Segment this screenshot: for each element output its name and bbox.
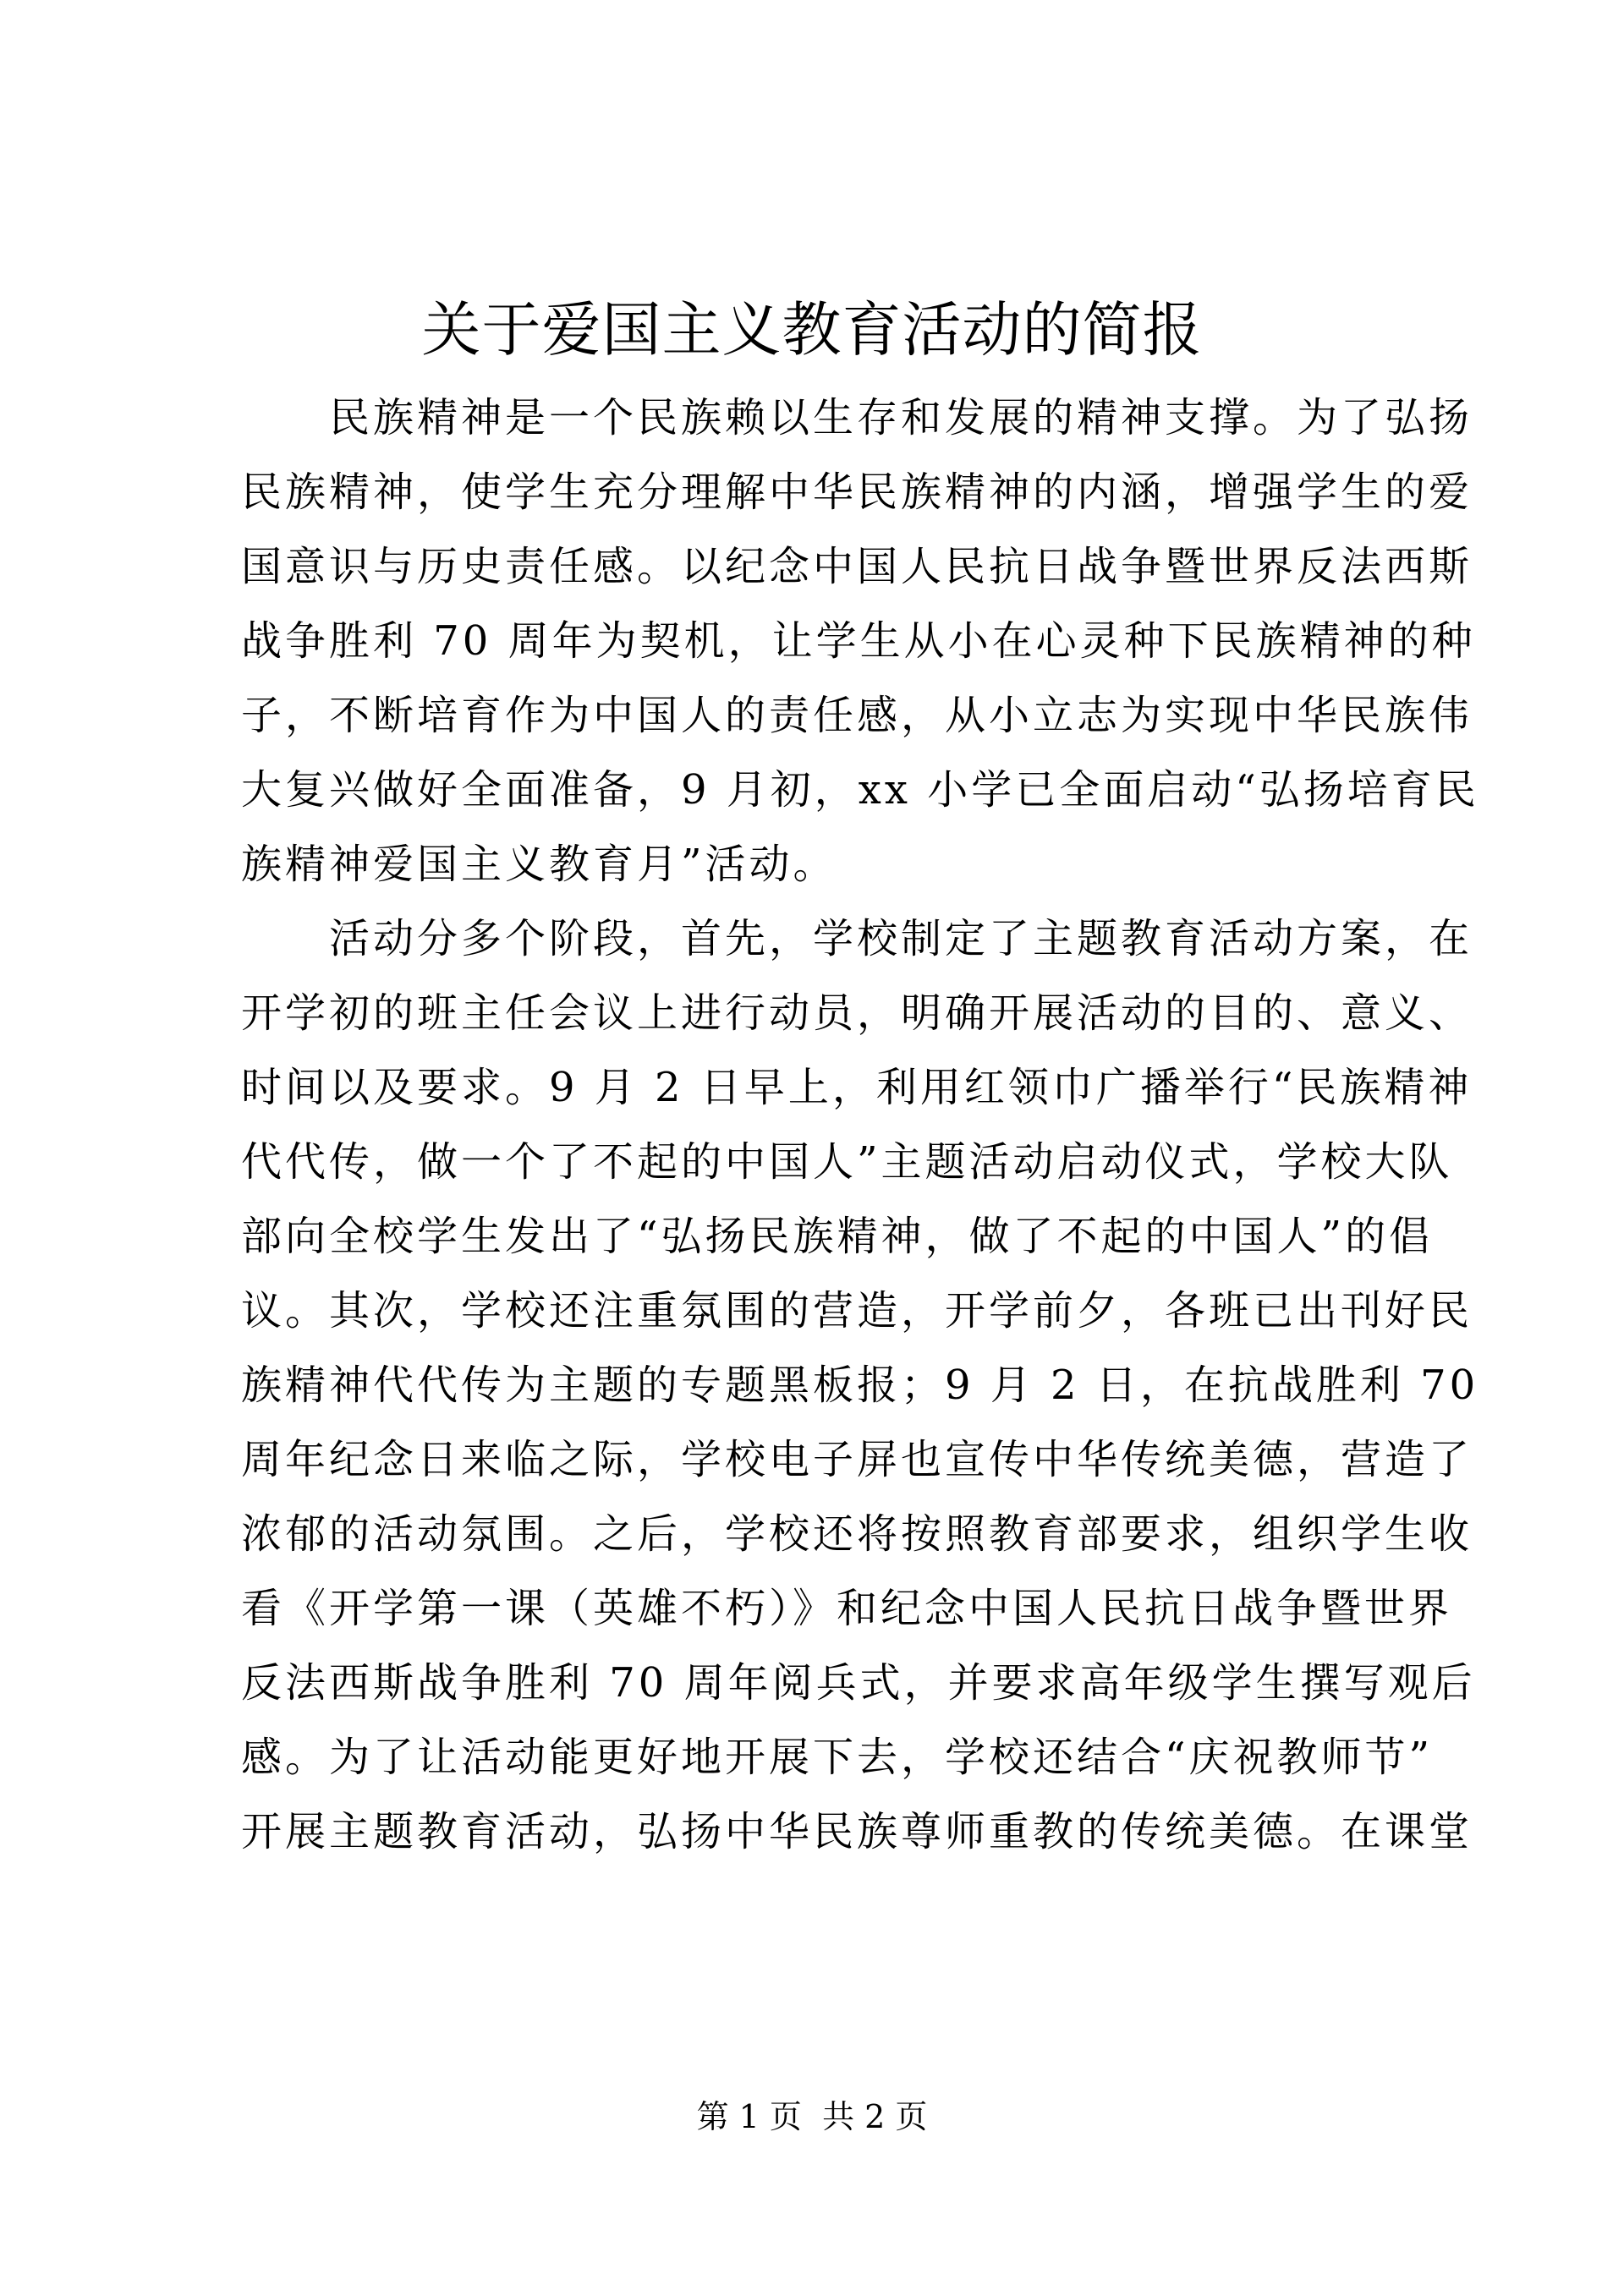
page-footer [0,2096,1624,2138]
text-line: 开展主题教育活动，弘扬中华民族尊师重教的传统美德。在课堂 [241,1808,1473,1855]
text-line: 看《开学第一课（英雄不朽）》和纪念中国人民抗日战争暨世界 [241,1585,1453,1632]
text-line: 大复兴做好全面准备，9 月初，xx 小学已全面启动“弘扬培育民 [241,766,1479,814]
text-line: 时间以及要求。9 月 2 日早上，利用红领巾广播举行“民族精神 [241,1064,1473,1111]
text-line: 民族精神是一个民族赖以生存和发展的精神支撑。为了弘扬 [241,394,1473,441]
text-line: 民族精神，使学生充分理解中华民族精神的内涵，增强学生的爱 [241,469,1473,516]
text-line: 周年纪念日来临之际，学校电子屏也宣传中华传统美德，营造了 [241,1436,1473,1483]
text-line: 部向全校学生发出了“弘扬民族精神，做了不起的中国人”的倡 [241,1213,1434,1260]
paragraph-1 [241,381,1479,901]
text-line: 反法西斯战争胜利 70 周年阅兵式，并要求高年级学生撰写观后 [241,1659,1476,1707]
text-line: 感。为了让活动能更好地开展下去，学校还结合“庆祝教师节” [241,1734,1434,1781]
text-line: 国意识与历史责任感。以纪念中国人民抗日战争暨世界反法西斯 [241,543,1473,590]
text-line: 子，不断培育作为中国人的责任感，从小立志为实现中华民族伟 [241,692,1473,739]
text-line: 浓郁的活动氛围。之后，学校还将按照教育部要求，组织学生收 [241,1510,1473,1558]
text-line: 战争胜利 70 周年为契机，让学生从小在心灵种下民族精神的种 [241,617,1476,665]
text-line: 开学初的班主任会议上进行动员，明确开展活动的目的、意义、 [241,989,1473,1037]
text-line: 议。其次，学校还注重氛围的营造，开学前夕，各班已出刊好民 [241,1287,1473,1334]
paragraph-2 [241,901,1479,1869]
text-line: 代代传，做一个了不起的中国人”主题活动启动仪式，学校大队 [241,1138,1453,1186]
page-number-label: 第 1 页 共 2 页 [696,2098,928,2135]
text-line: 活动分多个阶段，首先，学校制定了主题教育活动方案，在 [241,915,1473,962]
text-line: 族精神爱国主义教育月”活动。 [241,841,837,888]
document-title: 关于爱国主义教育活动的简报 [421,295,1203,364]
document-body [241,381,1479,1869]
text-line: 族精神代代传为主题的专题黑板报；9 月 2 日，在抗战胜利 70 [241,1362,1479,1409]
